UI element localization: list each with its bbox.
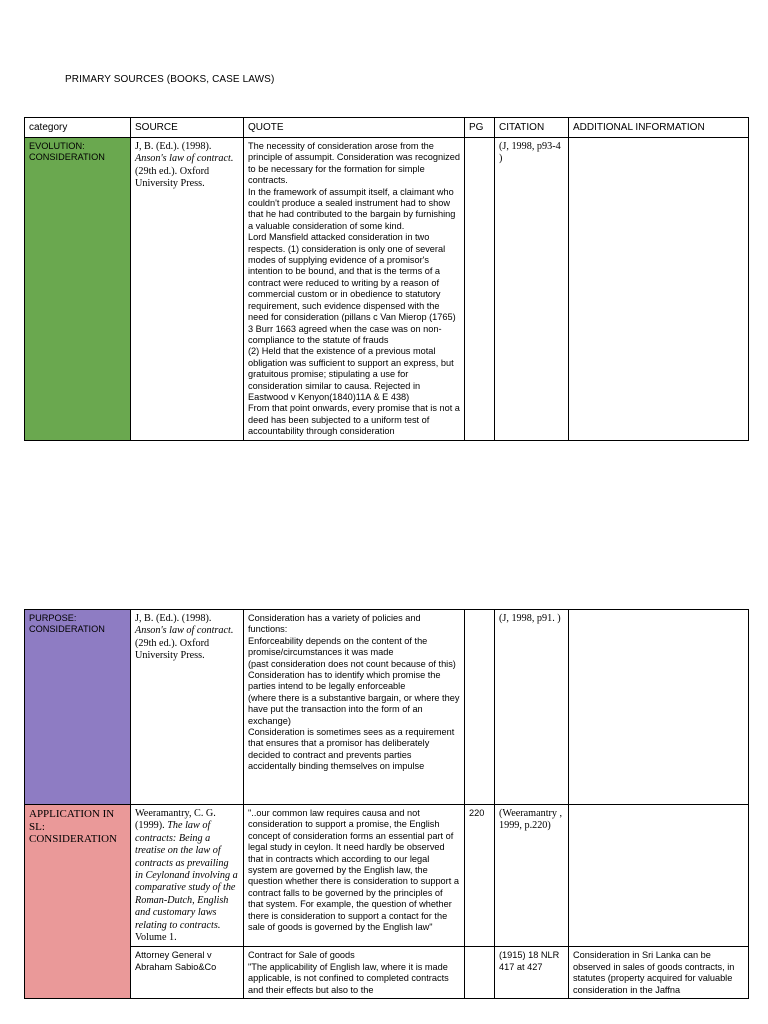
citation-cell: (J, 1998, p91. ) [495, 610, 569, 805]
category-label: APPLICATION IN SL: CONSIDERATION [29, 808, 117, 845]
quote-cell: The necessity of consideration arose from the principle of assumpit. Consideration was recognized to be necessary for the formation for simple contracts. In the framework of assumpit itself, a claimant who couldn't produce a sealed instrument had to show that he had contributed to the bargain by furnishing a valuable consideration of some kind. Lord Mansfield attacked consideration in two respects. (1) consideration is only one of several modes of supplying evidence of a promisor's intention to be bound, and that is the terms of a contract were reduced to writing by a reason of commercial custom or in obedience to statutory requirement, such evidence dispensed with the need for consideration (pillans c Van Mierop (1765) 3 Burr 1663 agreed when the case was on non-compliance to the statute of frauds (2) Held that the existence of a previous motal obligation was sufficient to support an express, but gratuitous promise; stipulating a use for consideration similar to causa. Rejected in Eastwood v Kenyon(1840)11A & E 438) From that point onwards, every promise that is not a deed has been subjected to a uniform test of accountability through consideration [244, 138, 465, 441]
citation-cell: (1915) 18 NLR 417 at 427 [495, 947, 569, 999]
source-title: Anson's law of contract. [135, 153, 234, 165]
table-row [25, 138, 749, 441]
additional-cell [569, 138, 749, 441]
pg-cell [465, 610, 495, 805]
table-row [25, 805, 749, 947]
source-cell [131, 138, 244, 441]
table-row [25, 947, 749, 999]
source-title: Anson's law of contract. [135, 625, 234, 637]
header-category: category [25, 118, 131, 138]
header-source: SOURCE [131, 118, 244, 138]
additional-cell [569, 805, 749, 947]
source-rest: Volume 1. [135, 932, 177, 944]
quote-cell: "..our common law requires causa and not consideration to support a promise, the English concept of consideration forms an essential part of legal study in ceylon. It need hardly be observed that in contracts which according to our legal system are governed by the English law, the question whether there is consideration to support a contract falls to be governed by the principles of that system. For example, the question of whether there is consideration to support a contact for the sale of goods is governed by the English law" [244, 805, 465, 947]
category-cell [25, 805, 131, 999]
sources-table-2 [24, 609, 749, 999]
header-quote: QUOTE [244, 118, 465, 138]
header-additional: ADDITIONAL INFORMATION [569, 118, 749, 138]
additional-cell: Consideration in Sri Lanka can be observed in sales of goods contracts, in statutes (property acquired for valuable consideration in the Jaffna [569, 947, 749, 999]
header-citation: CITATION [495, 118, 569, 138]
category-cell: EVOLUTION: CONSIDERATION [25, 138, 131, 441]
pg-cell [465, 138, 495, 441]
source-cell [131, 610, 244, 805]
source-author: J, B. (Ed.). (1998). [135, 141, 212, 152]
quote-cell: Contract for Sale of goods "The applicability of English law, where it is made applicable, is not confined to completed contracts and their effects but also to the [244, 947, 465, 999]
source-rest: (29th ed.). Oxford University Press. [135, 637, 210, 662]
header-pg: PG [465, 118, 495, 138]
table-row [25, 610, 749, 805]
category-cell: PURPOSE: CONSIDERATION [25, 610, 131, 805]
pg-cell: 220 [465, 805, 495, 947]
source-author: J, B. (Ed.). (1998). [135, 613, 212, 624]
source-cell [131, 805, 244, 947]
source-rest: (29th ed.). Oxford University Press. [135, 165, 210, 190]
citation-cell: (Weeramantry , 1999, p.220) [495, 805, 569, 947]
page-title: PRIMARY SOURCES (BOOKS, CASE LAWS) [65, 74, 275, 85]
source-author: Weeramantry, C. G. (1999). [135, 808, 216, 832]
pg-cell [465, 947, 495, 999]
header-row [25, 118, 749, 138]
quote-cell: Consideration has a variety of policies and functions: Enforceability depends on the content of the promise/circumstances it was made (past consideration does not count because of this) Consideration has to identify which promise the parties intend to be legally enforceable (where there is a substantive bargain, or where they have put the transaction into the form of an exchange) Consideration is sometimes sees as a requirement that ensures that a promisor has deliberately decided to contract and prevents parties accidentally binding themselves on impulse [244, 610, 465, 805]
citation-cell: (J, 1998, p93-4 ) [495, 138, 569, 441]
source-title: The law of contracts: Being a treatise on the law of contracts as prevailing in Ceylonand involving a comparative study of the Roman-Dutch, English and customary laws relating to contracts. [135, 820, 238, 931]
sources-table-1 [24, 117, 749, 441]
additional-cell [569, 610, 749, 805]
source-cell: Attorney General v Abraham Sabio&Co [131, 947, 244, 999]
